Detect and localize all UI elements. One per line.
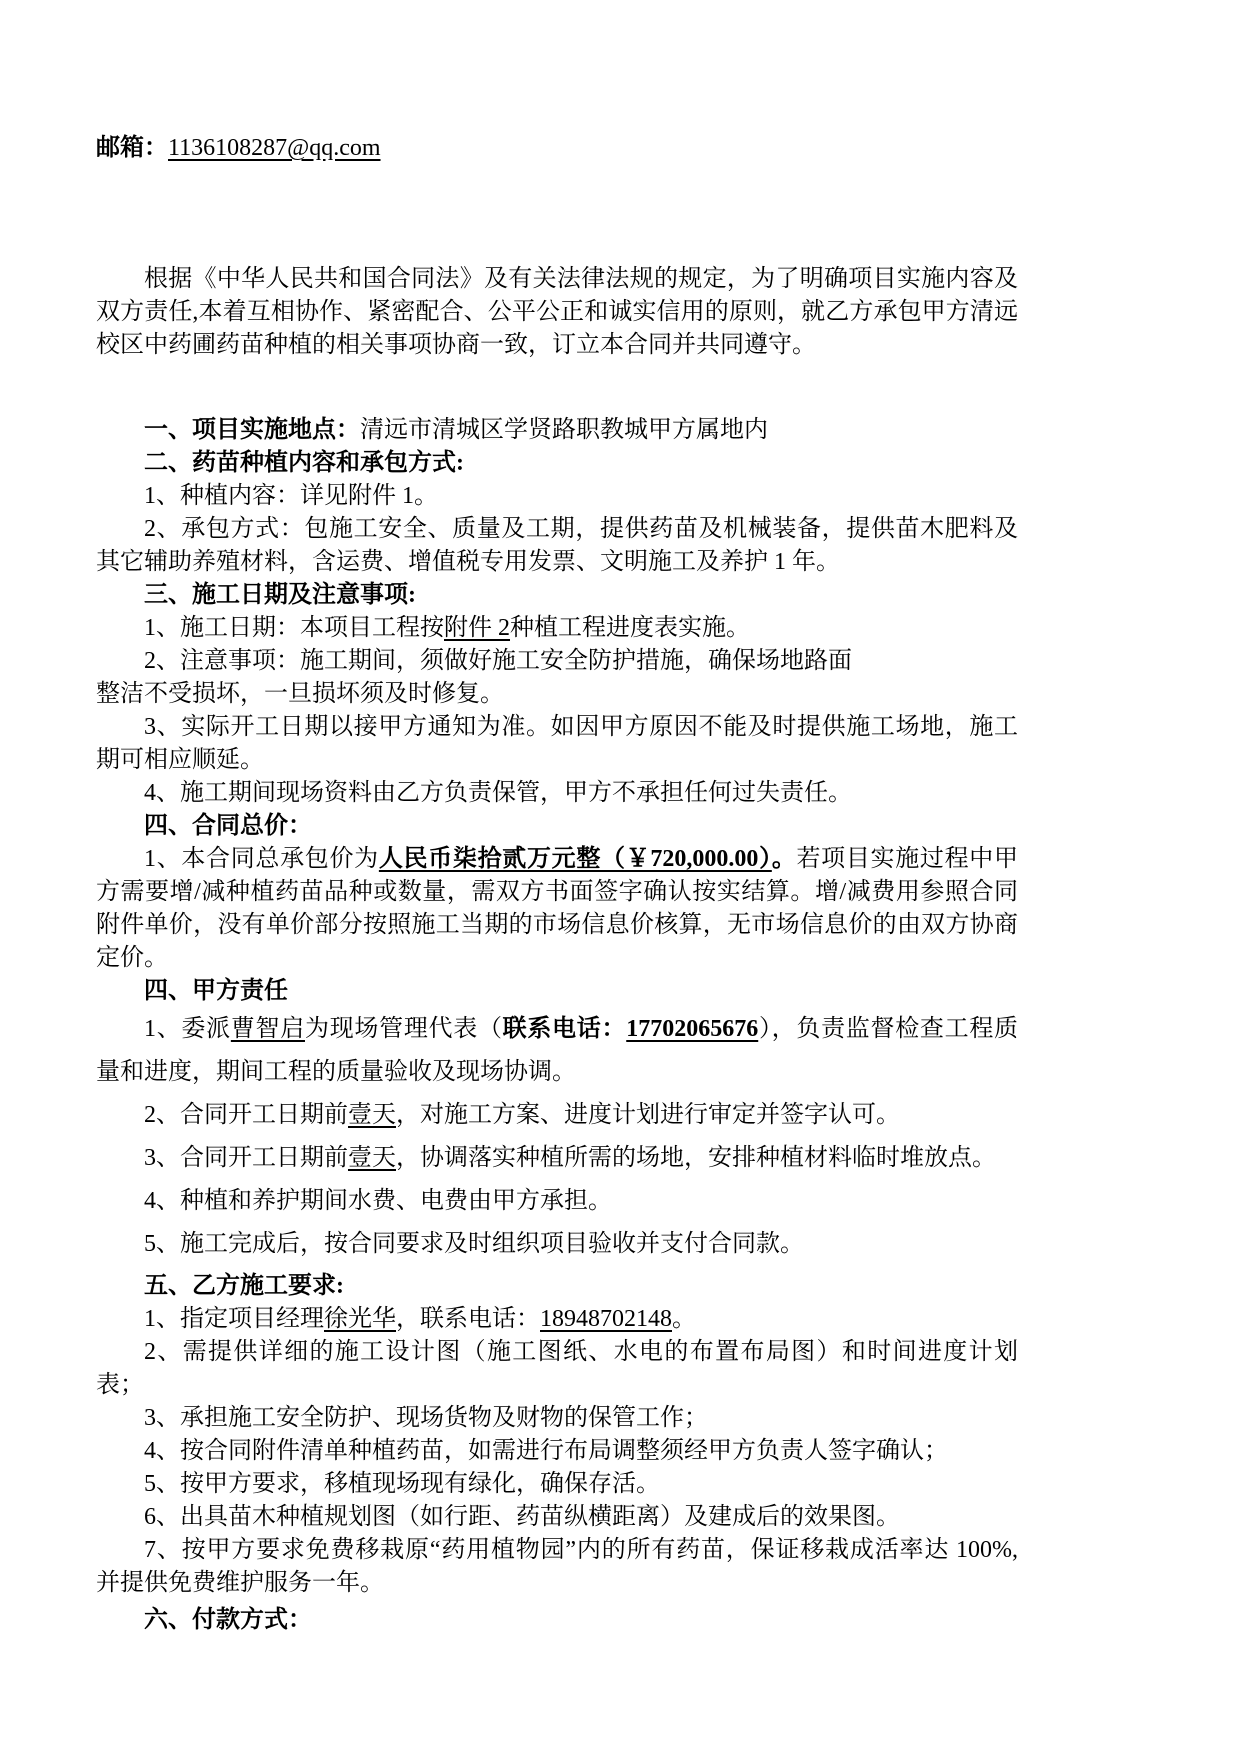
- duty-item2-one-day: 壹天: [348, 1102, 396, 1128]
- duty-item3-post: ，协调落实种植所需的场地，安排种植材料临时堆放点。: [396, 1145, 996, 1171]
- email-link[interactable]: 1136108287@qq.com: [168, 135, 381, 161]
- duty-item5: 5、施工完成后，按合同要求及时组织项目验收并支付合同款。: [144, 1231, 804, 1257]
- section5-item1-mid: ，联系电话：: [396, 1306, 540, 1332]
- duty-item3-one-day: 壹天: [348, 1145, 396, 1171]
- section3-item3: 3、实际开工日期以接甲方通知为准。如因甲方原因不能及时提供施工场地，施工期可相应顺延。: [96, 714, 1018, 773]
- attachment2-reference: 附件 2: [444, 615, 510, 641]
- section3-item1-pre: 1、施工日期：本项目工程按: [144, 615, 444, 641]
- phone-label: 联系电话：: [502, 1016, 627, 1042]
- section5-heading: [96, 1270, 1018, 1303]
- price-item1-post: 若项目实施过程中甲方需要增/减种植药苗品种或数量，需双方书面签字确认按实结算。增/减费用参照合同附件单价，没有单价部分按照施工当期的市场信息价核算，无市场信息价的由双方协商定价。: [96, 846, 1018, 971]
- duty-item2: [96, 1094, 1018, 1137]
- section5-item7: 7、按甲方要求免费移栽原“药用植物园”内的所有药苗，保证移栽成活率达 100%, 并提供免费维护服务一年。: [96, 1537, 1018, 1596]
- section3-item1-post: 种植工程进度表实施。: [510, 615, 750, 641]
- email-label: 邮箱：: [96, 135, 168, 161]
- section4-price-heading: [96, 810, 1018, 843]
- section4-duty-title: 四、甲方责任: [144, 978, 288, 1004]
- section5-item6: 6、出具苗木种植规划图（如行距、药苗纵横距离）及建成后的效果图。: [144, 1504, 900, 1530]
- project-manager-phone-number: 18948702148: [540, 1306, 672, 1332]
- duty-item1-mid: 为现场管理代表（: [304, 1016, 503, 1042]
- duty-item2-post: ，对施工方案、进度计划进行审定并签字认可。: [396, 1102, 900, 1128]
- section5-item1-pre: 1、指定项目经理: [144, 1306, 324, 1332]
- price-item1-period: 。: [771, 846, 797, 872]
- section3-item2-line2: 整洁不受损坏，一旦损坏须及时修复。: [96, 681, 504, 707]
- section5-item5: 5、按甲方要求，移植现场现有绿化，确保存活。: [144, 1471, 660, 1497]
- contract-total-amount: 人民币柒拾贰万元整（￥720,000.00）: [378, 846, 772, 872]
- section5-item1: [96, 1303, 1018, 1336]
- section5-item4: 4、按合同附件清单种植药苗，如需进行布局调整须经甲方负责人签字确认；: [144, 1438, 948, 1464]
- section1-heading-line: [96, 414, 1018, 447]
- section6-heading: [96, 1604, 1018, 1637]
- project-manager-name: 徐光华: [324, 1306, 396, 1332]
- duty-item1: [96, 1008, 1018, 1094]
- section4-duty-items: [96, 1008, 1018, 1266]
- section5-item3: 3、承担施工安全防护、现场货物及财物的保管工作；: [144, 1405, 708, 1431]
- section5-item2: 2、需提供详细的施工设计图（施工图纸、水电的布置布局图）和时间进度计划表；: [96, 1339, 1018, 1398]
- duty-item4: 4、种植和养护期间水费、电费由甲方承担。: [144, 1188, 612, 1214]
- duty-item2-pre: 2、合同开工日期前: [144, 1102, 348, 1128]
- section4-price-title: 四、合同总价：: [144, 813, 312, 839]
- email-line: [96, 132, 1018, 165]
- section3-title: 三、施工日期及注意事项:: [144, 582, 416, 608]
- section3-item2-line1: 2、注意事项：施工期间，须做好施工安全防护措施，确保场地路面: [144, 648, 852, 674]
- section1-title: 一、项目实施地点：: [144, 417, 360, 443]
- manager-name: 曹智启: [230, 1016, 305, 1042]
- preamble-paragraph: 根据《中华人民共和国合同法》及有关法律法规的规定，为了明确项目实施内容及双方责任,本着互相协作、紧密配合、公平公正和诚实信用的原则，就乙方承包甲方清远校区中药圃药苗种植的相关事项协商一致，订立本合同并共同遵守。: [96, 266, 1018, 358]
- section5-title: 五、乙方施工要求:: [144, 1273, 344, 1299]
- section2-title: 二、药苗种植内容和承包方式:: [144, 450, 464, 476]
- duty-item1-pre: 1、委派: [144, 1016, 231, 1042]
- section2-item1: 1、种植内容：详见附件 1。: [144, 483, 438, 509]
- manager-phone-number: 17702065676: [626, 1016, 759, 1042]
- section4-duty-heading: [96, 975, 1018, 1008]
- section1-location-text: 清远市清城区学贤路职教城甲方属地内: [360, 417, 768, 443]
- duty-item1-post: ），负责监督检查工程质量和进度，期间工程的质量验收及现场协调。: [96, 1016, 1019, 1085]
- duty-item3-pre: 3、合同开工日期前: [144, 1145, 348, 1171]
- section2-item2: 2、承包方式：包施工安全、质量及工期，提供药苗及机械装备，提供苗木肥料及其它辅助养殖材料，含运费、增值税专用发票、文明施工及养护 1 年。: [96, 516, 1018, 575]
- section3-item1: [96, 612, 1018, 645]
- section4-price-item1: [96, 843, 1018, 975]
- section2-heading: [96, 447, 1018, 480]
- section3-item4: 4、施工期间现场资料由乙方负责保管，甲方不承担任何过失责任。: [144, 780, 852, 806]
- duty-item3: [96, 1137, 1018, 1180]
- section3-item2: [96, 645, 1018, 711]
- section6-title: 六、付款方式：: [144, 1607, 312, 1633]
- section3-heading: [96, 579, 1018, 612]
- price-item1-pre: 1、本合同总承包价为: [144, 846, 379, 872]
- section5-item1-post: 。: [672, 1306, 696, 1332]
